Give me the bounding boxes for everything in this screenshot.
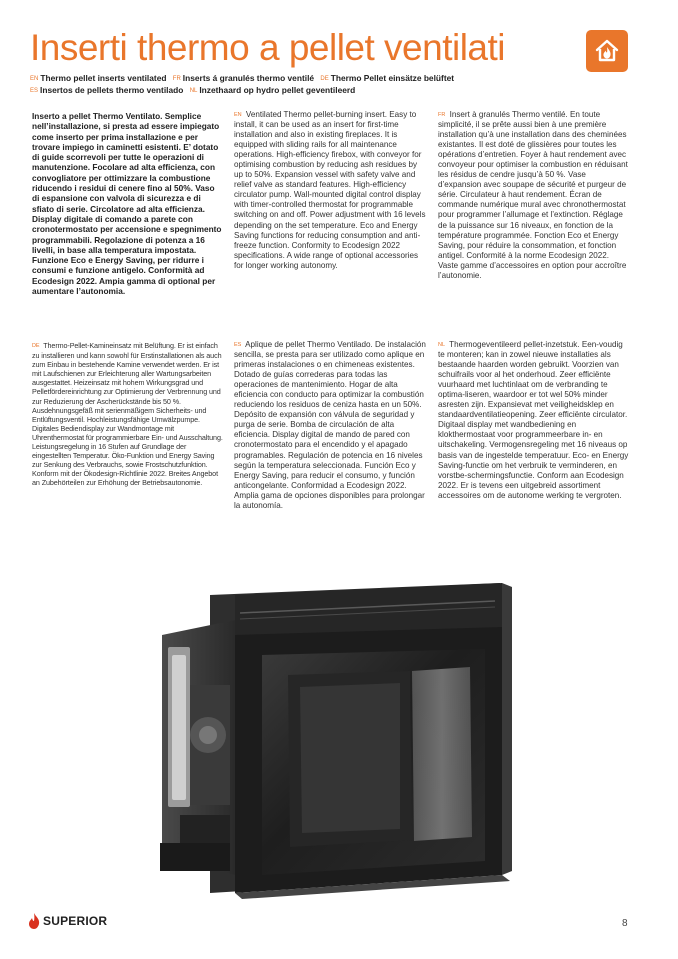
- lang-tag: FR: [172, 76, 181, 82]
- lang-tag: NL: [189, 88, 198, 94]
- lang-tag: FR: [438, 112, 446, 118]
- subtitle-es: Insertos de pellets thermo ventilado: [40, 85, 184, 95]
- lang-tag: NL: [438, 342, 446, 348]
- spanish-text: Aplique de pellet Thermo Ventilado. De instalación sencilla, se presta para ser utilizado como aplique en primeras instalaciones o en chimeneas existentes. Dotado de guías correderas para todas las operaciones de mantenimiento. Hogar de alta eficiencia con conducto para optimizar la combustión reduciendo los residuos de ceniza hasta en un 50%. Depósito de expansión con válvula de seguridad y purga de serie. Bomba de circulación de alta eficiencia. Display digital de mando de pared con cronotermostato para el encendido y el apagado programables. Regulación de potencia en 16 niveles según la temperatura seleccionada. Función Eco y Energy Saving, para reducir el consumo, y función anticongelante. Conformidad a Ecodesign 2022. Amplia gama de opciones disponibles para prolongar la autonomía.: [234, 340, 426, 510]
- subtitle-row: [30, 73, 650, 85]
- home-flame-icon: [586, 30, 628, 72]
- brand-logo: [28, 913, 107, 929]
- spanish-description: [234, 340, 426, 511]
- german-description: [32, 341, 224, 488]
- subtitle-de: Thermo Pellet einsätze belüftet: [330, 73, 455, 83]
- subtitle-fr: Inserts á granulés thermo ventilé: [182, 73, 315, 83]
- flame-logo-icon: [28, 913, 40, 929]
- french-text: Insert à granulés Thermo ventilé. En toute simplicité, il se prête aussi bien à une première installation qu’à une installation dans des cheminées existantes. Il est doté de glissières pour toutes les opérations d’entretien. Foyer à haut rendement avec convoyeur pour optimiser la combustion en réduisant les résidus de cendre jusqu’à 50 %. Vase d’expansion avec soupape de sécurité et purgeur de série. Circulateur à haut rendement. Écran de commande numérique mural avec chronothermostat pour programmer l’allumage et l’extinction. Réglage de la puissance sur 16 niveaux, en fonction de la température programmée. Fonction Eco et Energy Saving, pour réduire la consommation, et fonction antigel. Conformité à la norme Ecodesign 2022. Vaste gamme d’accessoires en option pour accroître l’autonomie.: [438, 110, 628, 280]
- lang-tag: EN: [30, 76, 39, 82]
- subtitle-en: Thermo pellet inserts ventilated: [40, 73, 167, 83]
- german-text: Thermo-Pellet-Kamineinsatz mit Belüftung. Er ist einfach zu installieren und kann sowohl für Erstinstallationen als auch zum Einbau in bestehende Kamine verwendet werden. Er ist mit Laufschienen zur Erleichterung aller Wartungsarbeiten ausgestattet. Heizeinsatz mit hohem Wirkungsgrad und Pelletfördereinrichtung zur Optimierung der Verbrennung und zur Reduzierung der Ascherückstände bis 50 %. Ausdehnungsgefäß mit serienmäßigem Sicherheits- und Entlüftungsventil. Hochleistungsfähige Umwälzpumpe. Digitales Bediendisplay zur Wandmontage mit Uhrenthermostat für programmierbare Ein- und Ausschaltung. Leistungsregelung in 16 Stufen auf Grundlage der eingestellten Temperatur. Öko-Funktion und Energy Saving zur Senkung des Verbrauchs, sowie Frostschutzfunktion. Konform mit der Ökodesign-Richtlinie 2022. Breites Angebot an Zubehörteilen zur Erhöhung der Betriebsautonomie.: [32, 341, 223, 488]
- lang-tag: DE: [32, 343, 40, 349]
- lang-tag: DE: [320, 76, 329, 82]
- italian-intro-text: Inserto a pellet Thermo Ventilato. Semplice nell’installazione, si presta ad essere impiegato come inserto per prima installazione e per trovare impiego in caminetti esistenti. E’ dotato di guide scorrevoli per tutte le operazioni di manutenzione. Focolare ad alta efficienza, con convogliatore per ottimizzare la combustione riducendo i residui di cenere fino al 50%. Vaso di espansione con valvola di sicurezza e di sfiato di serie. Circolatore ad alta efficienza. Display digitale di comando a parete con cronotermostato per accensione e spegnimento programmabili. Regolazione di potenza a 16 livelli, in base alla temperatura impostata. Funzione Eco e Energy Saving, per ridurre i consumi e funzione antigelo. Conformità ad Ecodesign 2022. Ampia gamma di optional per aumentare l’autonomia.: [32, 111, 222, 297]
- french-description: [438, 110, 630, 281]
- lang-tag: ES: [234, 342, 242, 348]
- dutch-text: Thermogeventileerd pellet-inzetstuk. Een-voudig te monteren; kan in zowel nieuwe installaties als bestaande haarden worden gebruikt. Voorzien van schuifrails voor al het onderhoud. Zeer efficiënte vuurhaard met luchtinlaat om de verbranding te optima-liseren, waardoor er tot wel 50% minder asresten zijn. Expansievat met veiligheidsklep en standaardventilatieopening. Zeer efficiënte circulator. Digitaal display met wandbediening en klokthermostaat voor programmeerbare in- en uitschakeling. Vermogensregeling met 16 niveaus op basis van de ingestelde temperatuur. Eco- en Energy Saving-functie om het verbruik te verminderen, en vorstbe-schermingsfunctie. Conform aan Ecodesign 2022. Er is tevens een uitgebreid assortiment accessoires om de autonome werking te vergroten.: [438, 340, 629, 500]
- page-number: 8: [622, 918, 628, 929]
- dutch-description: [438, 340, 630, 501]
- english-description: [234, 110, 426, 271]
- brand-name: SUPERIOR: [43, 914, 108, 928]
- product-image-pellet-insert: [150, 575, 530, 905]
- subtitle-list: [30, 73, 650, 97]
- lang-tag: ES: [30, 88, 39, 94]
- english-text: Ventilated Thermo pellet-burning insert. Easy to install, it can be used as an insert for first-time installation and also in existing fireplaces. It is equipped with sliding rails for all maintenance operations. High-efficiency firebox, with conveyor for optimising combustion by reducing ash residues by up to 50%. Expansion vessel with safety valve and relief valve as standard features. High-efficiency circulator pump. Wall-mounted digital control display with timer-controlled thermostat for programmable switching on and off. Power adjustment with 16 levels depending on the set temperature. Eco and Energy Saving functions for reducing consumption and anti-freeze function. Conformity to Ecodesign 2022 specifications. A wide range of optional accessories for longer working autonomy.: [234, 110, 426, 270]
- lang-tag: EN: [234, 112, 242, 118]
- subtitle-row: [30, 85, 650, 97]
- subtitle-nl: Inzethaard op hydro pellet geventileerd: [199, 85, 356, 95]
- page-title: Inserti thermo a pellet ventilati: [30, 27, 506, 68]
